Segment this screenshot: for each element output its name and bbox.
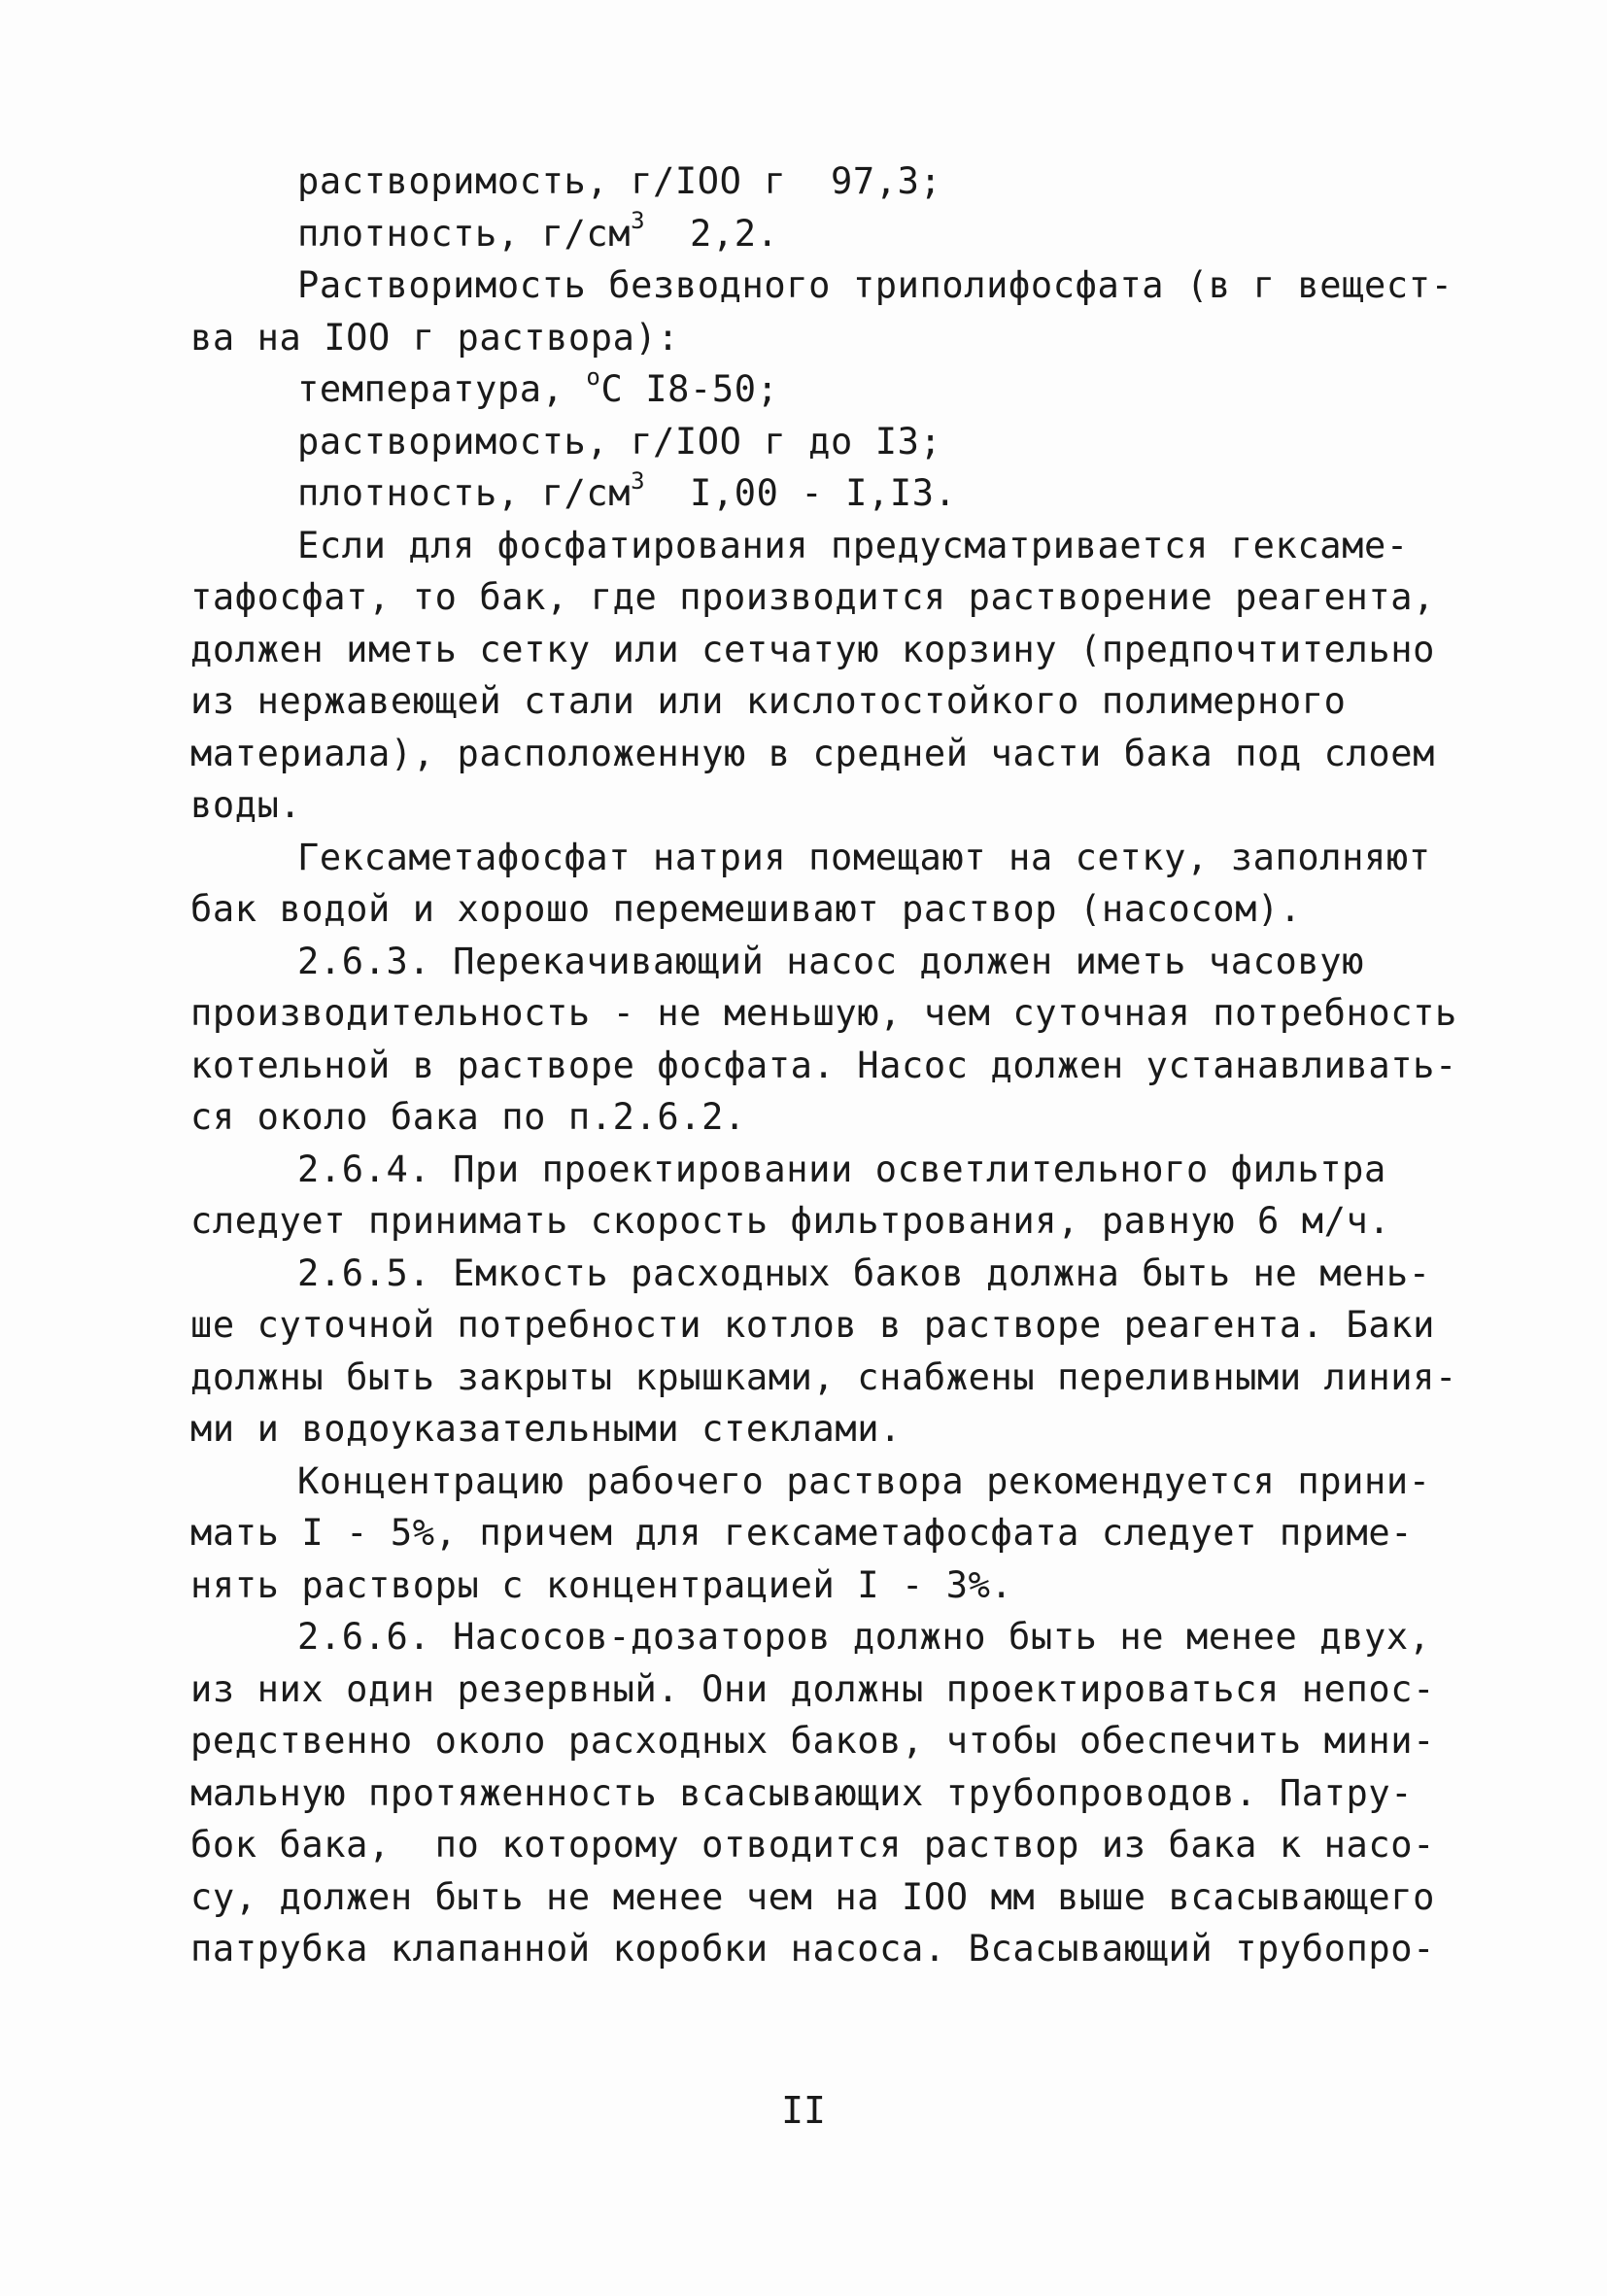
- superscript: 3: [631, 466, 646, 495]
- text-line: котельной в растворе фосфата. Насос должен устанавливать-: [190, 1044, 1457, 1086]
- text-line: редственно около расходных баков, чтобы обеспечить мини-: [190, 1720, 1436, 1762]
- text-line: 2.6.6. Насосов-дозаторов должно быть не менее двух,: [297, 1616, 1431, 1658]
- text-line: [190, 363, 1444, 416]
- text-fragment: 2,2.: [645, 212, 779, 255]
- text-line: бак водой и хорошо перемешивают раствор (насосом).: [190, 888, 1302, 930]
- text-line: ми и водоуказательными стеклами.: [190, 1408, 903, 1450]
- text-line: тафосфат, то бак, где производится растворение реагента,: [190, 576, 1436, 618]
- text-line: воды.: [190, 784, 302, 826]
- text-line: растворимость, г/IOO г 97,3;: [297, 160, 942, 202]
- text-line: Концентрацию рабочего раствора рекомендуется прини-: [297, 1459, 1431, 1502]
- text-line: Если для фосфатирования предусматривается гексаме-: [297, 524, 1409, 566]
- text-line: следует принимать скорость фильтрования, равную 6 м/ч.: [190, 1200, 1391, 1242]
- text-line: из них один резервный. Они должны проектироваться непос-: [190, 1667, 1436, 1710]
- text-line: патрубка клапанной коробки насоса. Всасывающий трубопро-: [190, 1928, 1436, 1970]
- page-number: II: [781, 2089, 826, 2132]
- text-line: производительность - не меньшую, чем суточная потребность: [190, 992, 1457, 1034]
- text-line: из нержавеющей стали или кислотостойкого полимерного: [190, 680, 1347, 722]
- text-line: ся около бака по п.2.6.2.: [190, 1096, 746, 1138]
- text-line: ва на IOO г раствора):: [190, 316, 680, 359]
- text-line: мать I - 5%, причем для гексаметафосфата следует приме-: [190, 1512, 1414, 1554]
- text-line: мальную протяженность всасывающих трубопроводов. Патру-: [190, 1771, 1414, 1814]
- text-line: ше суточной потребности котлов в растворе реагента. Баки: [190, 1304, 1436, 1346]
- text-line: бок бака, по которому отводится раствор из бака к насо-: [190, 1824, 1436, 1866]
- text-fragment: плотность, г/см: [297, 212, 632, 255]
- superscript: о: [586, 362, 601, 391]
- text-line: 2.6.5. Емкость расходных баков должна быть не мень-: [297, 1251, 1431, 1294]
- text-line: растворимость, г/IOO г до I3;: [297, 420, 942, 463]
- text-line: [190, 467, 1444, 520]
- text-line: Растворимость безводного триполифосфата (в г вещест-: [297, 264, 1453, 306]
- superscript: 3: [631, 207, 646, 235]
- body-text: [190, 155, 1457, 1975]
- text-line: материала), расположенную в средней части бака под слоем: [190, 732, 1436, 774]
- text-fragment: плотность, г/см: [297, 472, 632, 514]
- text-fragment: I,00 - I,I3.: [645, 472, 957, 514]
- text-line: нять растворы с концентрацией I - 3%.: [190, 1563, 1013, 1606]
- text-line: должны быть закрыты крышками, снабжены переливными линия-: [190, 1355, 1457, 1398]
- text-line: Гексаметафосфат натрия помещают на сетку, заполняют: [297, 836, 1431, 878]
- text-fragment: температура,: [297, 368, 587, 410]
- text-line: 2.6.4. При проектировании осветлительного фильтра: [297, 1148, 1386, 1190]
- text-line: 2.6.3. Перекачивающий насос должен иметь часовую: [297, 940, 1365, 982]
- text-line: су, должен быть не менее чем на IOO мм выше всасывающего: [190, 1875, 1436, 1918]
- text-line: [190, 208, 1444, 260]
- text-line: должен иметь сетку или сетчатую корзину (предпочтительно: [190, 628, 1436, 670]
- text-fragment: С I8-50;: [600, 368, 779, 410]
